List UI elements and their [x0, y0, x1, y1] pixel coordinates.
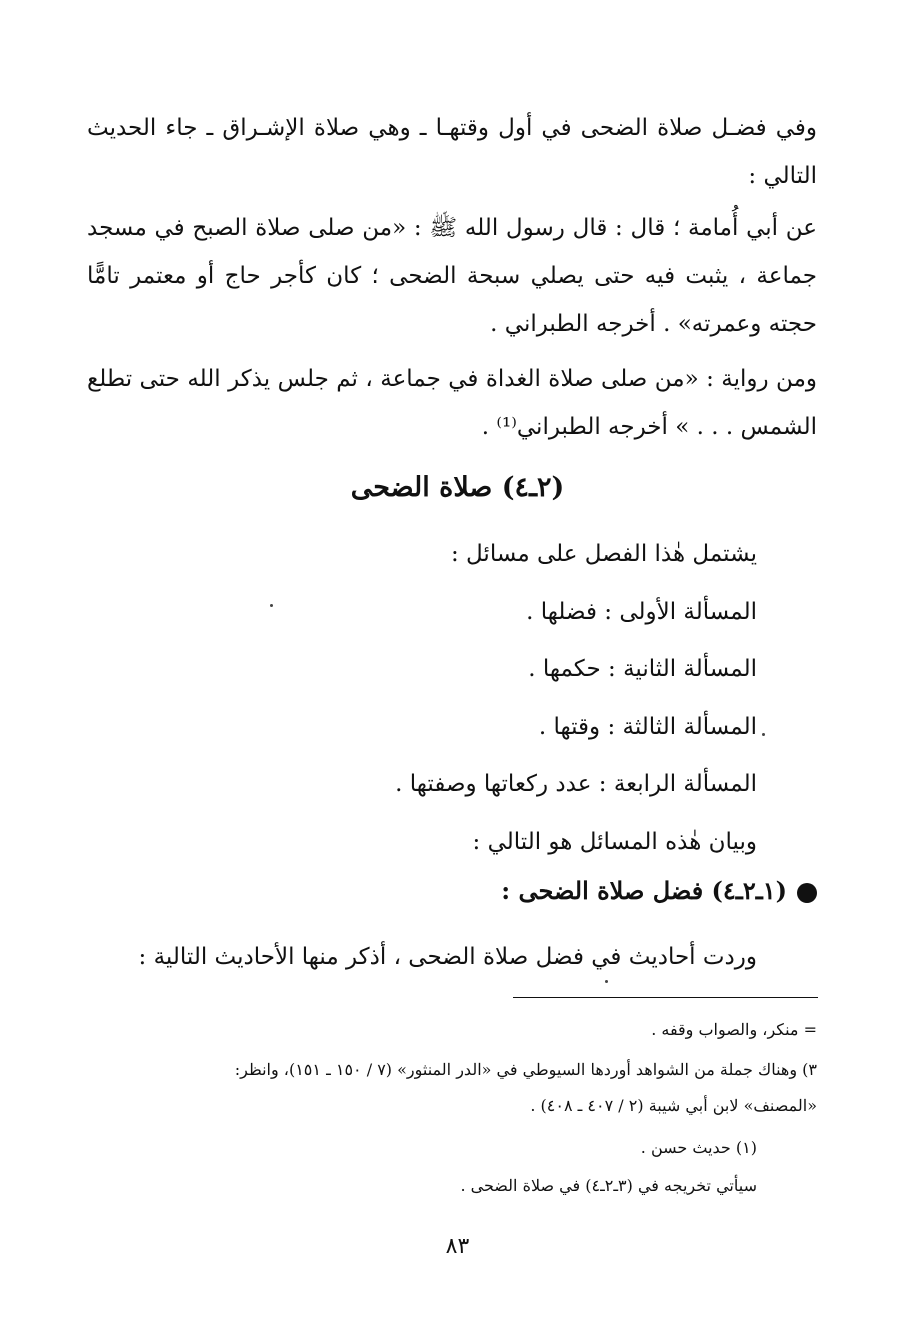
- footnote-continuation: = منكر، والصواب وقفه .: [651, 1020, 817, 1039]
- footnote-1: (١) حديث حسن .: [640, 1138, 757, 1157]
- paragraph-intro: وفي فضـل صلاة الضحى في أول وقتهـا ـ وهي صلاة الإشـراق ـ جاء الحديث التالي :: [87, 115, 817, 189]
- subsection-heading-text: (١ـ٢ـ٤) فضل صلاة الضحى :: [501, 876, 787, 905]
- page-number: ٨٣: [445, 1234, 470, 1259]
- bullet-dot-icon: [797, 883, 817, 903]
- paragraph-riwaya: ومن رواية : «من صلى صلاة الغداة في جماعة ، ثم جلس يذكر الله حتى تطلع الشمس . . . » أخرجه الطبراني⁽¹⁾ .: [87, 366, 817, 440]
- list-item: المسألة الثانية : حكمها .: [528, 656, 757, 682]
- section-heading: (٢ـ٤) صلاة الضحى: [350, 472, 565, 503]
- section-intro: يشتمل هٰذا الفصل على مسائل :: [450, 541, 757, 567]
- scan-speck: [762, 733, 765, 736]
- list-item: المسألة الثالثة : وقتها .: [538, 714, 757, 740]
- paragraph-hadith-abu-umama: عن أبي أُمامة ؛ قال : قال رسول الله ﷺ : «من صلى صلاة الصبح في مسجد جماعة ، يثبت فيه حتى يصلي سبحة الضحى ؛ كان كأجر حاج أو معتمر تامًّا حجته وعمرته» . أخرجه الطبراني .: [87, 215, 817, 337]
- scan-speck: [605, 980, 608, 983]
- list-item: المسألة الأولى : فضلها .: [526, 599, 757, 625]
- footnote-3: ٣) وهناك جملة من الشواهد أوردها السيوطي في «الدر المنثور» (٧ / ١٥٠ ـ ١٥١)، وانظر:: [234, 1060, 817, 1079]
- footnote-1-cont: سيأتي تخريجه في (٣ـ٢ـ٤) في صلاة الضحى .: [460, 1176, 757, 1195]
- footnote-divider: [513, 997, 818, 998]
- section-outro: وبيان هٰذه المسائل هو التالي :: [472, 829, 757, 855]
- subsection-heading: [87, 876, 817, 905]
- subsection-text: وردت أحاديث في فضل صلاة الضحى ، أذكر منها الأحاديث التالية :: [138, 944, 757, 970]
- scan-speck: [270, 604, 273, 607]
- footnote-3-cont: «المصنف» لابن أبي شيبة (٢ / ٤٠٧ ـ ٤٠٨) .: [530, 1096, 817, 1115]
- list-item: المسألة الرابعة : عدد ركعاتها وصفتها .: [395, 771, 757, 797]
